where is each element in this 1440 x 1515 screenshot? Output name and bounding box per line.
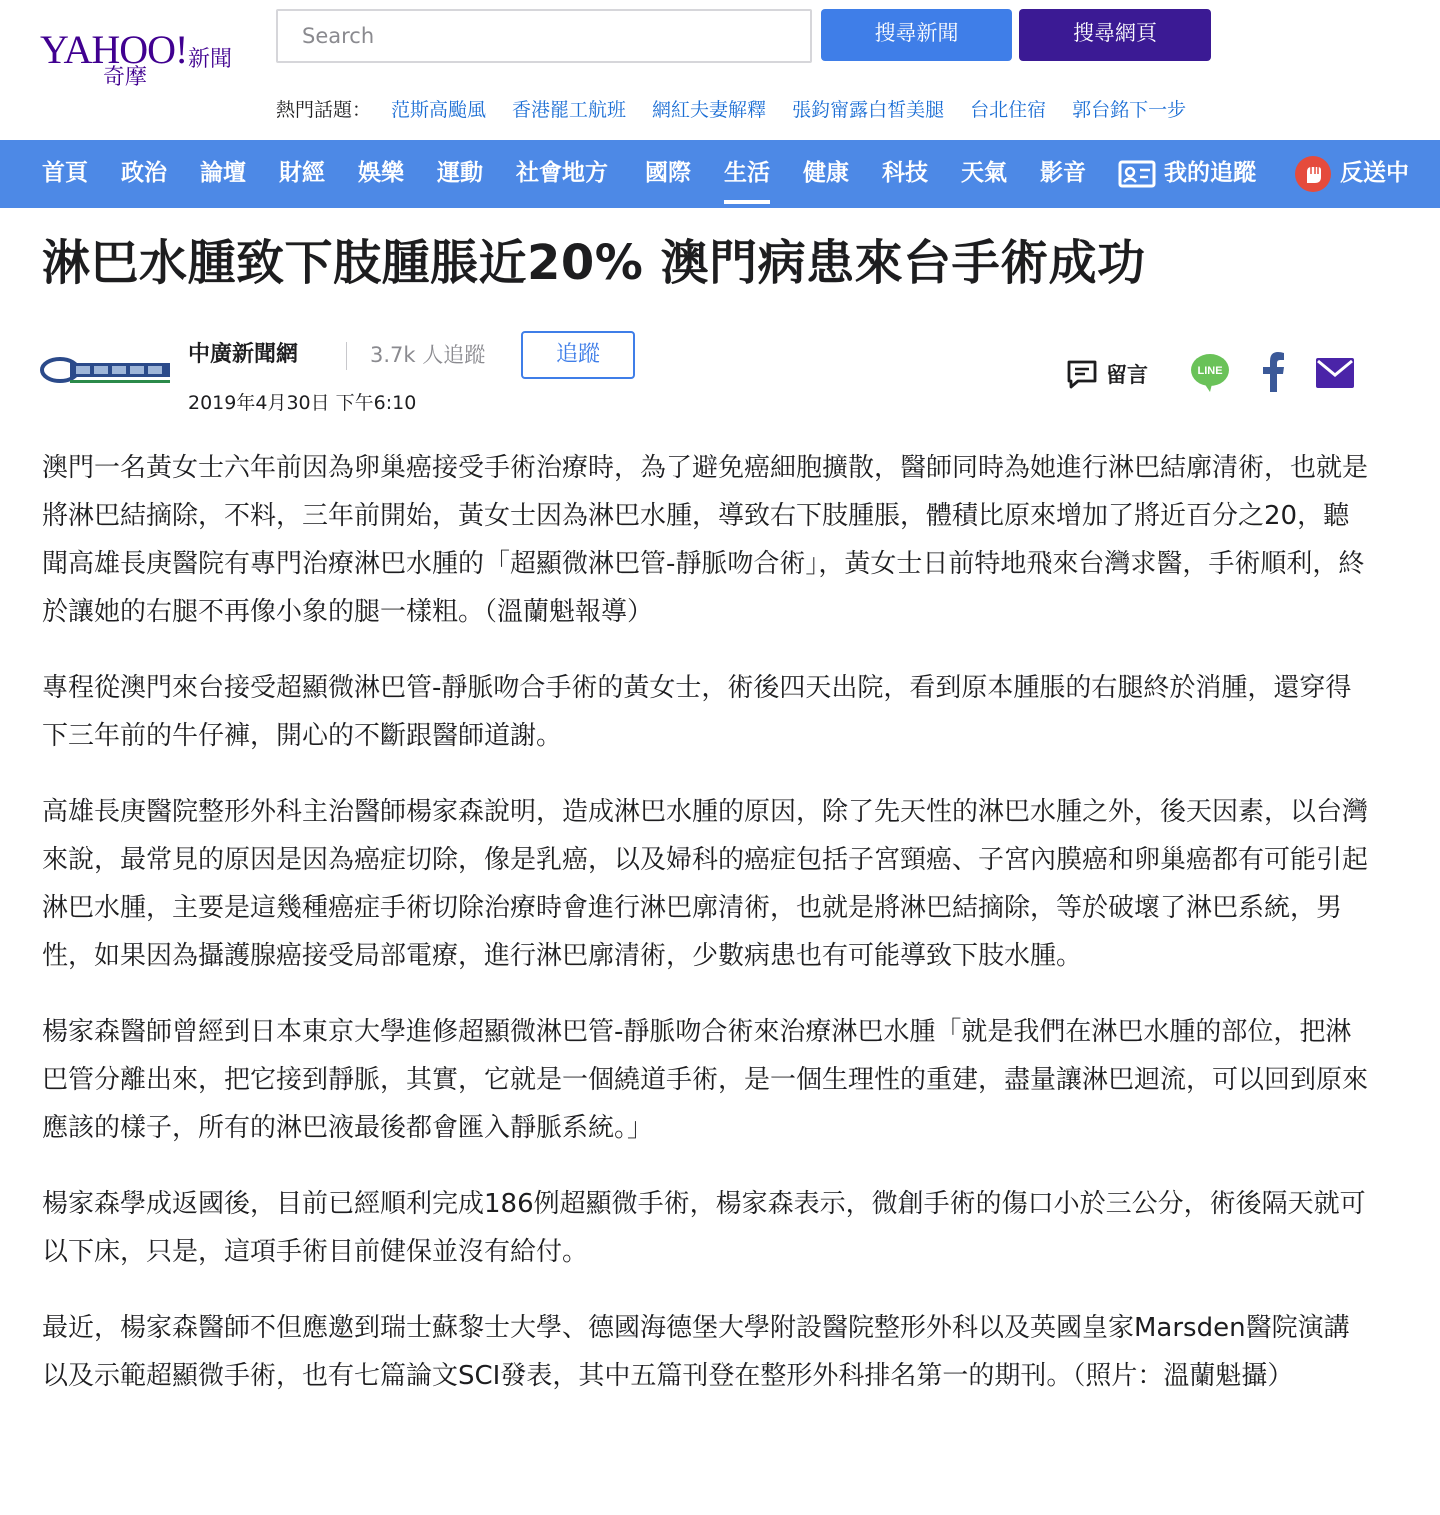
line-share-icon[interactable] [1190, 352, 1230, 392]
provider-name[interactable]: 中廣新聞網 [188, 342, 299, 367]
nav-item-sports[interactable]: 運動 [437, 160, 483, 186]
comment-icon [1066, 359, 1098, 389]
email-share-icon[interactable] [1316, 358, 1354, 388]
follow-button[interactable]: 追蹤 [521, 331, 635, 379]
search-web-button[interactable]: 搜尋網頁 [1019, 9, 1211, 61]
line-share-label: LINE [1197, 365, 1223, 377]
article-paragraph: 最近，楊家森醫師不但應邀到瑞士蘇黎士大學、德國海德堡大學附設醫院整形外科以及英國皇家Marsden醫院演講以及示範超顯微手術，也有七篇論文SCI發表，其中五篇刊登在整形外科排名第一的期刊。（照片：溫蘭魁攝） [42, 1313, 1350, 1391]
follower-count: 3.7k 人追蹤 [370, 343, 486, 367]
trending-label: 熱門話題： [276, 98, 372, 121]
trending-topic-link[interactable]: 范斯高颱風 [391, 98, 487, 121]
nav-item-tech[interactable]: 科技 [882, 160, 928, 186]
trending-topics [276, 94, 1212, 122]
article-paragraph: 澳門一名黃女士六年前因為卵巢癌接受手術治療時，為了避免癌細胞擴散，醫師同時為她進行淋巴結廓清術，也就是將淋巴結摘除，不料，三年前開始，黃女士因為淋巴水腫，導致右下肢腫脹，體積比原來增加了將近百分之20，聽聞高雄長庚醫院有專門治療淋巴水腫的「超顯微淋巴管-靜脈吻合術」，黃女士日前特地飛來台灣求醫，手術順利，終於讓她的右腿不再像小象的腿一樣粗。（溫蘭魁報導） [42, 453, 1369, 627]
trending-topic-link[interactable]: 張鈞甯露白皙美腿 [792, 98, 945, 121]
provider-logo[interactable] [40, 350, 174, 390]
nav-item-entertainment[interactable]: 娛樂 [358, 160, 404, 186]
article-paragraph: 高雄長庚醫院整形外科主治醫師楊家森說明，造成淋巴水腫的原因，除了先天性的淋巴水腫之外，後天因素，以台灣來說，最常見的原因是因為癌症切除，像是乳癌，以及婦科的癌症包括子宮頸癌、子宮內膜癌和卵巢癌都有可能引起淋巴水腫，主要是這幾種癌症手術切除治療時會進行淋巴廓清術，也就是將淋巴結摘除，等於破壞了淋巴系統，男性，如果因為攝護腺癌接受局部電療，進行淋巴廓清術，少數病患也有可能導致下肢水腫。 [42, 797, 1369, 971]
logo-sub: 奇摩 [103, 65, 148, 90]
publish-date: 2019年4月30日 下午6:10 [188, 392, 417, 414]
nav-item-weather[interactable]: 天氣 [961, 160, 1007, 186]
logo-section: 新聞 [188, 47, 233, 72]
nav-item-forum[interactable]: 論壇 [200, 160, 246, 186]
search-input[interactable]: Search [276, 9, 812, 63]
trending-topic-link[interactable]: 香港罷工航班 [512, 98, 627, 121]
raised-fist-icon [1294, 155, 1332, 193]
nav-item-international[interactable]: 國際 [645, 160, 691, 186]
trending-topic-link[interactable]: 郭台銘下一步 [1072, 98, 1187, 121]
logo-wordmark: YAHOO! [40, 27, 188, 72]
trending-topic-link[interactable]: 台北住宿 [970, 98, 1047, 121]
category-nav [0, 140, 1440, 208]
byline-divider [346, 342, 347, 370]
facebook-share-icon[interactable] [1260, 352, 1286, 392]
yahoo-news-logo[interactable] [40, 27, 245, 94]
nav-item-life[interactable]: 生活 [724, 140, 770, 204]
comment-button[interactable] [1066, 356, 1148, 392]
profile-card-icon [1118, 160, 1156, 188]
nav-item-finance[interactable]: 財經 [279, 160, 325, 186]
search-news-button[interactable]: 搜尋新聞 [821, 9, 1012, 61]
anti-extradition-label: 反送中 [1340, 160, 1409, 186]
comment-label: 留言 [1106, 363, 1148, 387]
trending-topic-link[interactable]: 網紅夫妻解釋 [652, 98, 767, 121]
article-body [42, 444, 1372, 1428]
nav-item-anti-extradition[interactable] [1294, 140, 1409, 208]
my-follow-label: 我的追蹤 [1164, 160, 1256, 186]
nav-item-health[interactable]: 健康 [803, 160, 849, 186]
nav-item-home[interactable]: 首頁 [42, 160, 88, 186]
article-paragraph: 專程從澳門來台接受超顯微淋巴管-靜脈吻合手術的黃女士，術後四天出院，看到原本腫脹的右腿終於消腫，還穿得下三年前的牛仔褲，開心的不斷跟醫師道謝。 [42, 673, 1352, 751]
article-paragraph: 楊家森學成返國後，目前已經順利完成186例超顯微手術，楊家森表示，微創手術的傷口小於三公分，術後隔天就可以下床，只是，這項手術目前健保並沒有給付。 [42, 1189, 1366, 1267]
nav-item-video[interactable]: 影音 [1040, 160, 1086, 186]
nav-item-politics[interactable]: 政治 [121, 160, 167, 186]
nav-item-society[interactable]: 社會地方 [516, 160, 608, 186]
nav-item-my-follow[interactable] [1118, 140, 1256, 208]
site-header [0, 0, 1440, 140]
article-title: 淋巴水腫致下肢腫脹近20% 澳門病患來台手術成功 [42, 235, 1146, 291]
article-paragraph: 楊家森醫師曾經到日本東京大學進修超顯微淋巴管-靜脈吻合術來治療淋巴水腫「就是我們在淋巴水腫的部位，把淋巴管分離出來，把它接到靜脈，其實，它就是一個繞道手術，是一個生理性的重建，盡量讓淋巴迴流，可以回到原來應該的樣子，所有的淋巴液最後都會匯入靜脈系統。」 [42, 1017, 1369, 1143]
